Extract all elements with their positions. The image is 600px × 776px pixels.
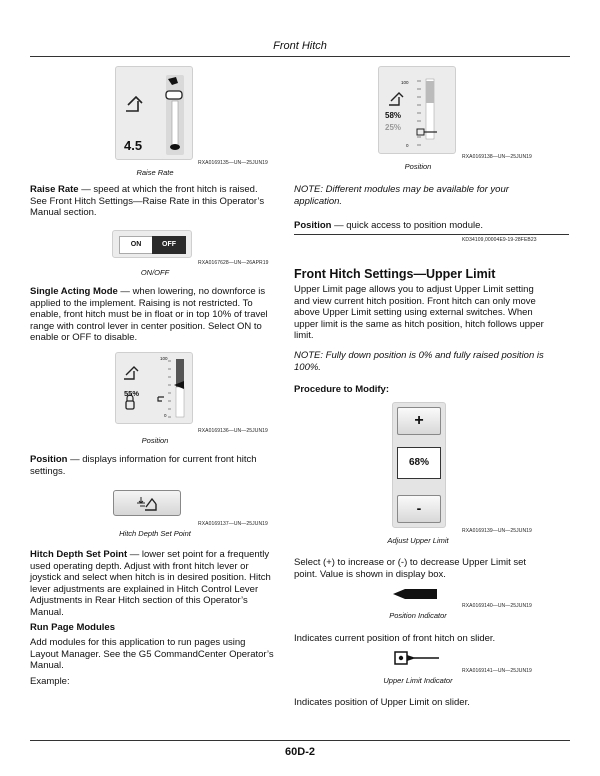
raise-arrow-icon <box>391 93 403 101</box>
off-button[interactable]: OFF <box>152 236 186 254</box>
raise-rate-caption: Raise Rate <box>136 168 174 177</box>
raise-rate-paragraph <box>30 184 276 219</box>
raise-rate-value: 4.5 <box>124 138 143 153</box>
position-figure-left <box>115 352 193 424</box>
position-illustration <box>116 353 192 423</box>
raise-arrow-icon <box>126 97 142 111</box>
upper-limit-indicator-figure <box>394 650 440 666</box>
position-figure-right <box>378 66 456 154</box>
position-indicator-figure <box>393 588 439 600</box>
position-paragraph-left <box>30 454 276 477</box>
position-paragraph-right <box>294 220 550 232</box>
position-top-label: 100 <box>160 356 168 361</box>
position-bottom-label: 0 <box>164 413 167 418</box>
adjust-upper-limit-figure <box>392 402 446 528</box>
hitch-depth-term: Hitch Depth Set Point <box>30 549 128 560</box>
note-fully-down: NOTE: Fully down position is 0% and fully raised position is 100%. <box>294 350 544 373</box>
section-rule <box>294 234 569 235</box>
position-bottom-label-right: 0 <box>406 143 409 148</box>
position-indicator-caption: Position Indicator <box>389 611 447 620</box>
upper-limit-indicator-ref: RXA0169141—UN—25JUN19 <box>462 668 532 674</box>
position-caption-left: Position <box>141 436 169 445</box>
on-button[interactable]: ON <box>119 236 153 254</box>
position-indicator-ref: RXA0169140—UN—25JUN19 <box>462 603 532 609</box>
onoff-caption: ON/OFF <box>140 268 170 277</box>
upper-limit-indicator-caption: Upper Limit Indicator <box>383 676 453 685</box>
position-body-left: — displays information for current front hitch settings. <box>30 454 257 477</box>
adjust-upper-limit-ref: RXA0169139—UN—25JUN19 <box>462 528 532 534</box>
select-paragraph: Select (+) to increase or (-) to decrease Upper Limit set point. Value is shown in display box. <box>294 557 527 580</box>
doc-reference: KD34109,00004E9-19-28FEB23 <box>462 237 537 243</box>
raise-rate-ref: RXA0169135—UN—25JUN19 <box>198 160 268 166</box>
hitch-depth-button[interactable] <box>113 490 181 516</box>
onoff-ref: RXA0167628—UN—26APR19 <box>198 260 269 266</box>
upper-limit-intro: Upper Limit page allows you to adjust Upper Limit setting and view current hitch position. Front hitch can only move above Upper Limit setting using external switches. When upper limit is the same as hitch position, hitch follows upper limit. <box>294 284 544 341</box>
footer-rule <box>30 740 570 741</box>
page-number: 60D-2 <box>285 746 315 758</box>
hitch-depth-icon <box>134 494 160 512</box>
raise-rate-term: Raise Rate <box>30 184 79 195</box>
position-indicator-paragraph: Indicates current position of front hitch on slider. <box>294 633 496 644</box>
position-value: 55% <box>124 389 140 398</box>
section-heading: Front Hitch Settings—Upper Limit <box>294 267 496 281</box>
decrease-button[interactable]: - <box>397 495 441 523</box>
position-top-label-right: 100 <box>401 80 409 85</box>
lock-icon <box>126 401 134 409</box>
header-rule <box>30 56 570 57</box>
position-illustration-right <box>379 67 455 153</box>
raise-rate-body: — speed at which the front hitch is raised. See Front Hitch Settings—Raise Rate in this Operator’s Manual section. <box>30 184 265 218</box>
increase-button[interactable]: + <box>397 407 441 435</box>
upper-limit-indicator-paragraph: Indicates position of Upper Limit on slider. <box>294 697 470 708</box>
position-upper-limit-value: 25% <box>385 123 402 132</box>
upper-limit-display: 68% <box>397 447 441 479</box>
run-page-paragraph: Add modules for this application to run pages using Layout Manager. See the G5 CommandCenter Operator’s Manual. <box>30 637 274 671</box>
hitch-depth-caption: Hitch Depth Set Point <box>119 529 191 538</box>
hitch-depth-paragraph <box>30 549 276 618</box>
page-header-title: Front Hitch <box>273 40 327 52</box>
position-term-left: Position <box>30 454 68 465</box>
position-value-right: 58% <box>385 111 402 120</box>
procedure-heading: Procedure to Modify: <box>294 384 390 395</box>
run-page-heading: Run Page Modules <box>30 622 115 633</box>
position-term-right: Position <box>294 220 332 231</box>
note-different-modules: NOTE: Different modules may be available for your application. <box>294 184 509 207</box>
example-label: Example: <box>30 676 70 687</box>
position-body-right: — quick access to position module. <box>331 220 484 231</box>
onoff-figure <box>112 230 192 258</box>
position-caption-right: Position <box>404 162 432 171</box>
position-ref-right: RXA0169138—UN—25JUN19 <box>462 154 532 160</box>
adjust-upper-limit-caption: Adjust Upper Limit <box>387 536 449 545</box>
hitch-depth-body: — lower set point for a frequently used operating depth. Adjust with front hitch lever or joystick and select when hitch is in desired position. Hitch lever adjustments are explained in Hitch Control Lever Adjustments in Rear Hitch section of this Operator’s Manual. <box>30 549 271 618</box>
raise-rate-figure <box>115 66 193 160</box>
single-acting-paragraph <box>30 286 276 344</box>
position-ref-left: RXA0169136—UN—25JUN19 <box>198 428 268 434</box>
single-acting-body: — when lowering, no downforce is applied to the implement. Raising is not restricted. To enable, front hitch must be in float or in top 10% of travel range with control lever in center position. Select ON to enable or OFF to disable. <box>30 286 268 343</box>
hitch-depth-ref: RXA0169137—UN—25JUN19 <box>198 521 268 527</box>
raise-arrow-icon <box>126 367 138 375</box>
single-acting-term: Single Acting Mode <box>30 286 118 297</box>
